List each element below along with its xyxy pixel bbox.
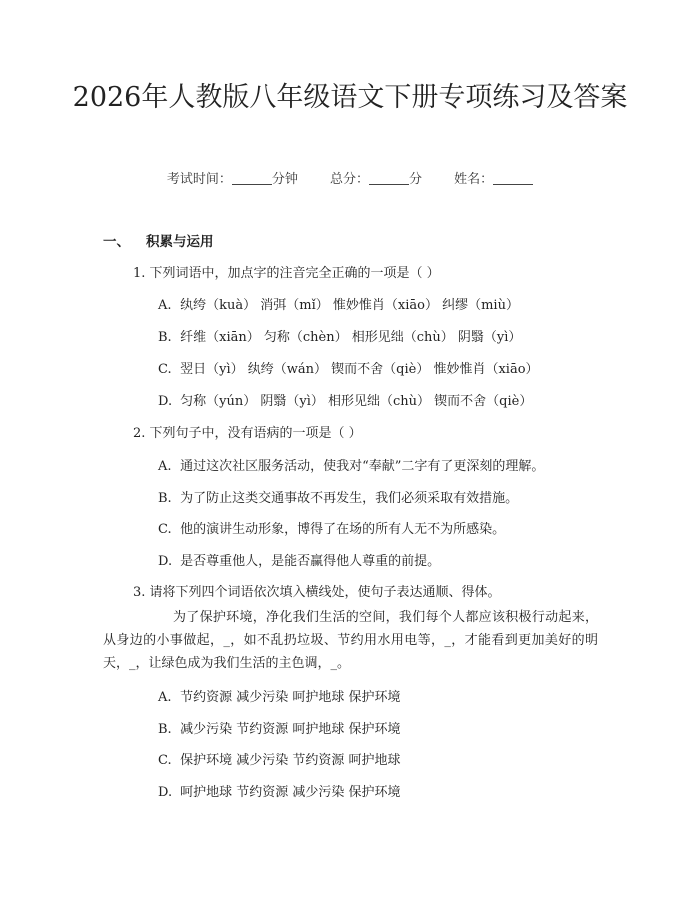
- total-score-label: 总分：: [329, 172, 369, 187]
- question-3-stem: 3. 请将下列四个词语依次填入横线处，使句子表达通顺、得体。: [133, 585, 501, 600]
- option-text: 节约资源 减少污染 呵护地球 保护环境: [180, 690, 401, 705]
- option-text: 纤维（xiān） 匀称（chèn） 相形见绌（chù） 阴翳（yì）: [180, 330, 522, 345]
- student-name-label: 姓名：: [454, 172, 494, 187]
- question-2-option-b: [158, 487, 518, 506]
- option-text: 他的演讲生动形象，博得了在场的所有人无不为所感染。: [180, 522, 506, 537]
- option-text: 是否尊重他人，是能否赢得他人尊重的前提。: [180, 554, 441, 569]
- section-heading: [103, 230, 214, 250]
- student-name-blank: [493, 172, 533, 185]
- option-label: A.: [158, 298, 172, 313]
- question-1-option-c: [158, 358, 539, 377]
- option-text: 匀称（yún） 阴翳（yì） 相形见绌（chù） 锲而不舍（qiè）: [180, 394, 533, 409]
- option-label: C.: [158, 753, 172, 768]
- student-name: [454, 172, 533, 187]
- option-label: A.: [158, 459, 172, 474]
- option-label: B.: [158, 330, 172, 345]
- exam-time-unit: 分钟: [271, 172, 298, 187]
- option-label: D.: [158, 394, 173, 409]
- total-score: [330, 172, 426, 187]
- section-title: 积累与运用: [146, 234, 214, 250]
- question-2-option-d: [158, 550, 440, 569]
- option-text: 翌日（yì） 纨绔（wán） 锲而不舍（qiè） 惟妙惟肖（xiāo）: [180, 362, 539, 377]
- question-3-option-c: [158, 749, 401, 768]
- total-score-blank: [369, 172, 409, 185]
- option-text: 保护环境 减少污染 节约资源 呵护地球: [180, 753, 401, 768]
- question-3-passage: 为了保护环境，净化我们生活的空间，我们每个人都应该积极行动起来，从身边的小事做起，_，如不乱扔垃圾、节约用水用电等，_，才能看到更加美好的明天，_，让绿色成为我们生活的主色调，_。: [103, 610, 598, 671]
- question-3-option-a: [158, 686, 401, 705]
- option-text: 纨绔（kuà） 消弭（mǐ） 惟妙惟肖（xiāo） 纠缪（miù）: [180, 298, 519, 313]
- total-score-unit: 分: [409, 172, 423, 187]
- question-2-stem: 2. 下列句子中，没有语病的一项是（ ）: [133, 426, 362, 441]
- option-label: B.: [158, 491, 172, 506]
- exam-meta: [0, 168, 700, 187]
- option-label: D.: [158, 554, 173, 569]
- exam-time: [167, 172, 302, 187]
- exam-time-label: 考试时间：: [166, 172, 232, 187]
- option-label: A.: [158, 690, 172, 705]
- question-1-option-b: [158, 326, 521, 345]
- page-title: 2026年人教版八年级语文下册专项练习及答案: [72, 82, 628, 113]
- option-text: 呵护地球 节约资源 减少污染 保护环境: [180, 785, 401, 800]
- option-label: B.: [158, 722, 172, 737]
- option-label: C.: [158, 362, 172, 377]
- section-number: 一、: [103, 234, 130, 250]
- question-2-option-a: [158, 455, 544, 474]
- exam-time-blank: [232, 172, 272, 185]
- question-3-option-d: [158, 781, 401, 800]
- option-text: 通过这次社区服务活动，使我对“奉献”二字有了更深刻的理解。: [180, 459, 545, 474]
- option-label: D.: [158, 785, 173, 800]
- question-1-option-d: [158, 390, 532, 409]
- question-1-stem: 1. 下列词语中，加点字的注音完全正确的一项是（ ）: [133, 266, 440, 281]
- question-1-option-a: [158, 294, 519, 313]
- option-text: 为了防止这类交通事故不再发生，我们必须采取有效措施。: [180, 491, 519, 506]
- option-text: 减少污染 节约资源 呵护地球 保护环境: [180, 722, 401, 737]
- question-2-option-c: [158, 518, 505, 537]
- question-3-option-b: [158, 718, 401, 737]
- option-label: C.: [158, 522, 172, 537]
